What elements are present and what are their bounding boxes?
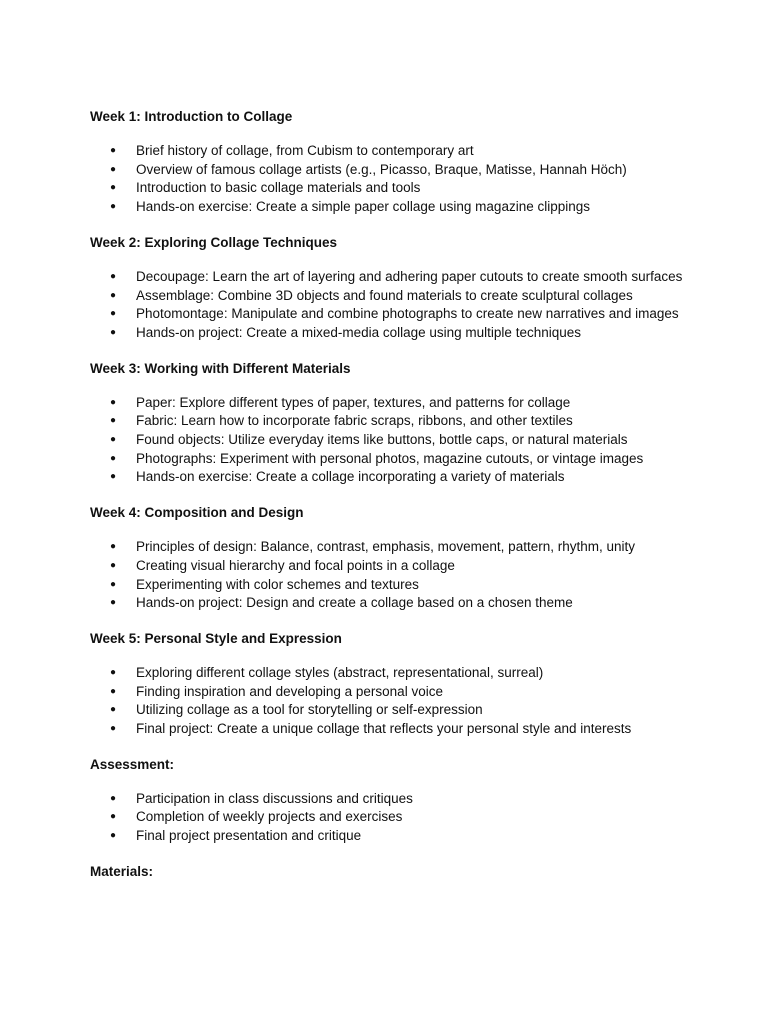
list-item: ● Final project presentation and critique [90, 827, 708, 846]
list-item: ● Overview of famous collage artists (e.g., Picasso, Braque, Matisse, Hannah Höch) [90, 161, 708, 180]
section-heading: Week 4: Composition and Design [90, 505, 304, 521]
list-item: ● Hands-on project: Create a mixed-media collage using multiple techniques [90, 324, 708, 343]
list-item: ● Hands-on exercise: Create a collage incorporating a variety of materials [90, 468, 708, 487]
list-item: ● Hands-on exercise: Create a simple paper collage using magazine clippings [90, 198, 708, 217]
list-item: ● Experimenting with color schemes and textures [90, 576, 708, 595]
list-item: ● Completion of weekly projects and exercises [90, 808, 708, 827]
bullet-list [90, 538, 708, 613]
list-item: ● Paper: Explore different types of paper, textures, and patterns for collage [90, 394, 708, 413]
list-item: ● Creating visual hierarchy and focal points in a collage [90, 557, 708, 576]
bullet-list [90, 790, 708, 846]
section-heading: Assessment: [90, 756, 175, 772]
section-week-4 [90, 504, 708, 613]
bullet-list [90, 664, 708, 739]
list-item: ● Decoupage: Learn the art of layering and adhering paper cutouts to create smooth surfaces [90, 268, 708, 287]
section-heading: Week 2: Exploring Collage Techniques [90, 234, 338, 250]
bullet-list [90, 142, 708, 217]
list-item: ● Utilizing collage as a tool for storytelling or self-expression [90, 701, 708, 720]
materials-heading: Materials: [90, 863, 154, 879]
section-week-3 [90, 360, 708, 488]
section-assessment [90, 756, 708, 846]
list-item: ● Exploring different collage styles (abstract, representational, surreal) [90, 664, 708, 683]
list-item: ● Fabric: Learn how to incorporate fabric scraps, ribbons, and other textiles [90, 412, 708, 431]
list-item: ● Photographs: Experiment with personal photos, magazine cutouts, or vintage images [90, 450, 708, 469]
section-week-5 [90, 630, 708, 739]
section-heading: Week 5: Personal Style and Expression [90, 630, 342, 646]
list-item: ● Hands-on project: Design and create a collage based on a chosen theme [90, 594, 708, 613]
list-item: ● Principles of design: Balance, contrast, emphasis, movement, pattern, rhythm, unity [90, 538, 708, 557]
list-item: ● Final project: Create a unique collage that reflects your personal style and interests [90, 720, 708, 739]
section-heading: Week 3: Working with Different Materials [90, 360, 351, 376]
bullet-list [90, 394, 708, 488]
list-item: ● Finding inspiration and developing a personal voice [90, 683, 708, 702]
list-item: ● Participation in class discussions and critiques [90, 790, 708, 809]
bullet-list [90, 268, 708, 343]
section-week-1 [90, 108, 708, 217]
list-item: ● Introduction to basic collage materials and tools [90, 179, 708, 198]
section-week-2 [90, 234, 708, 343]
list-item: ● Assemblage: Combine 3D objects and found materials to create sculptural collages [90, 287, 708, 306]
list-item: ● Photomontage: Manipulate and combine photographs to create new narratives and images [90, 305, 708, 324]
list-item: ● Found objects: Utilize everyday items like buttons, bottle caps, or natural materials [90, 431, 708, 450]
list-item: ● Brief history of collage, from Cubism to contemporary art [90, 142, 708, 161]
section-heading: Week 1: Introduction to Collage [90, 109, 293, 124]
